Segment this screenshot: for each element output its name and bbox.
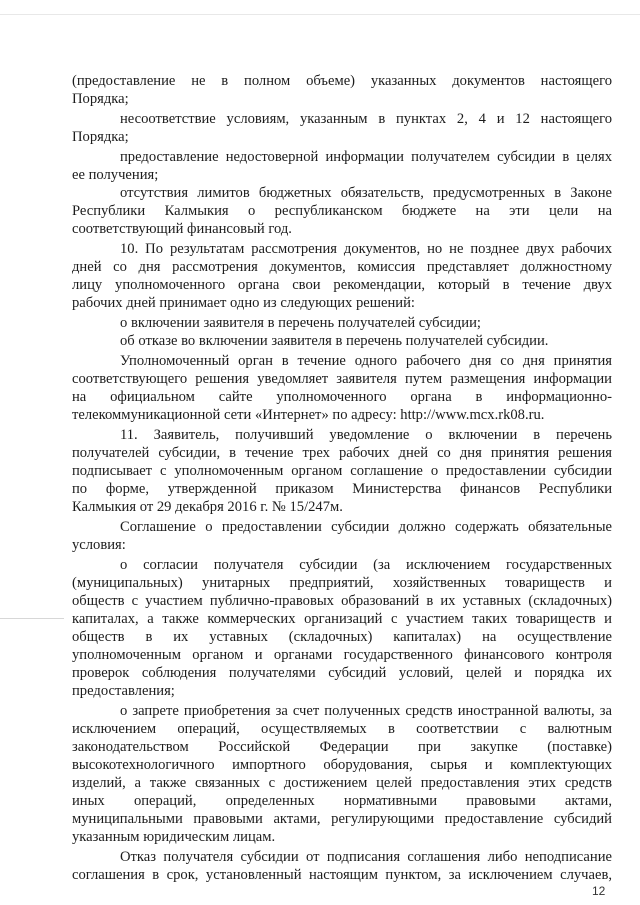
text-line: предоставление недостоверной информации получателем субсидии в целях	[120, 149, 612, 165]
text-line: по форме, утвержденной приказом Министерства финансов Республики	[72, 481, 612, 497]
text-line: подписывает с уполномоченным органом соглашение о предоставлении субсидии	[72, 463, 612, 479]
text-line: указанным юридическим лицам.	[72, 829, 276, 845]
text-line: Порядка;	[72, 91, 129, 107]
text-line: о запрете приобретения за счет полученных средств иностранной валюты, за	[120, 703, 612, 719]
text-line: муниципальными правовыми актами, регулирующими предоставление субсидий	[72, 811, 612, 827]
text-line: ее получения;	[72, 167, 159, 183]
text-line: обществ в их уставных (складочных) капиталах) на осуществление	[72, 629, 612, 645]
text-line: о согласии получателя субсидии (за исключением государственных	[120, 557, 612, 573]
text-line: Калмыкия от 29 декабря 2016 г. № 15/247м.	[72, 499, 343, 515]
text-line: условия:	[72, 537, 126, 553]
text-line: отсутствия лимитов бюджетных обязательств, предусмотренных в Законе	[120, 185, 612, 201]
text-line: получателей субсидии, в течение трех рабочих дней со дня принятия решения	[72, 445, 612, 461]
text-line: 11. Заявитель, получивший уведомление о включении в перечень	[120, 427, 612, 443]
text-line: капиталах, а также коммерческих организаций с участием таких товариществ и	[72, 611, 612, 627]
text-line: изделий, а также связанных с достижением целей предоставления этих средств	[72, 775, 612, 791]
text-line: иных операций, определенных нормативными правовыми актами,	[72, 793, 612, 809]
text-line: соответствующего решения уведомляет заявителя путем размещения информации	[72, 371, 612, 387]
text-line: Уполномоченный орган в течение одного рабочего дня со дня принятия	[120, 353, 612, 369]
text-line: исключением операций, осуществляемых в соответствии с валютным	[72, 721, 612, 737]
text-line: (предоставление не в полном объеме) указанных документов настоящего	[72, 73, 612, 89]
text-line: соглашения в срок, установленный настоящим пунктом, за исключением случаев,	[72, 867, 612, 883]
text-line: несоответствие условиям, указанным в пунктах 2, 4 и 12 настоящего	[120, 111, 612, 127]
scan-artifact-left	[0, 618, 64, 619]
text-line: предоставления;	[72, 683, 175, 699]
text-line: рабочих дней принимает одно из следующих решений:	[72, 295, 415, 311]
text-line: лицу уполномоченного органа свои рекомендации, который в течение двух	[72, 277, 612, 293]
text-line: (муниципальных) унитарных предприятий, хозяйственных товариществ и	[72, 575, 612, 591]
text-line: Республики Калмыкия о республиканском бюджете на эти цели на	[72, 203, 612, 219]
text-line: проверок соблюдения получателями субсидий условий, целей и порядка их	[72, 665, 612, 681]
text-line: обществ с участием публично-правовых образований в их уставных (складочных)	[72, 593, 612, 609]
text-line: высокотехнологичного импортного оборудования, сырья и комплектующих	[72, 757, 612, 773]
text-line: соответствующий финансовый год.	[72, 221, 292, 237]
page-number: 12	[592, 884, 606, 898]
text-line: телекоммуникационной сети «Интернет» по адресу: http://www.mcx.rk08.ru.	[72, 407, 545, 423]
text-line: законодательством Российской Федерации при закупке (поставке)	[72, 739, 612, 755]
text-line: об отказе во включении заявителя в перечень получателей субсидии.	[120, 333, 549, 349]
text-line: 10. По результатам рассмотрения документов, но не позднее двух рабочих	[120, 241, 612, 257]
text-line: Порядка;	[72, 129, 129, 145]
text-line: Соглашение о предоставлении субсидии должно содержать обязательные	[120, 519, 612, 535]
scan-artifact-top	[0, 14, 640, 15]
text-line: о включении заявителя в перечень получателей субсидии;	[120, 315, 481, 331]
text-line: Отказ получателя субсидии от подписания соглашения либо неподписание	[120, 849, 612, 865]
text-line: на официальном сайте уполномоченного органа в информационно-	[72, 389, 612, 405]
text-line: уполномоченным органом и органами государственного финансового контроля	[72, 647, 612, 663]
text-line: дней со дня рассмотрения документов, комиссия представляет должностному	[72, 259, 612, 275]
